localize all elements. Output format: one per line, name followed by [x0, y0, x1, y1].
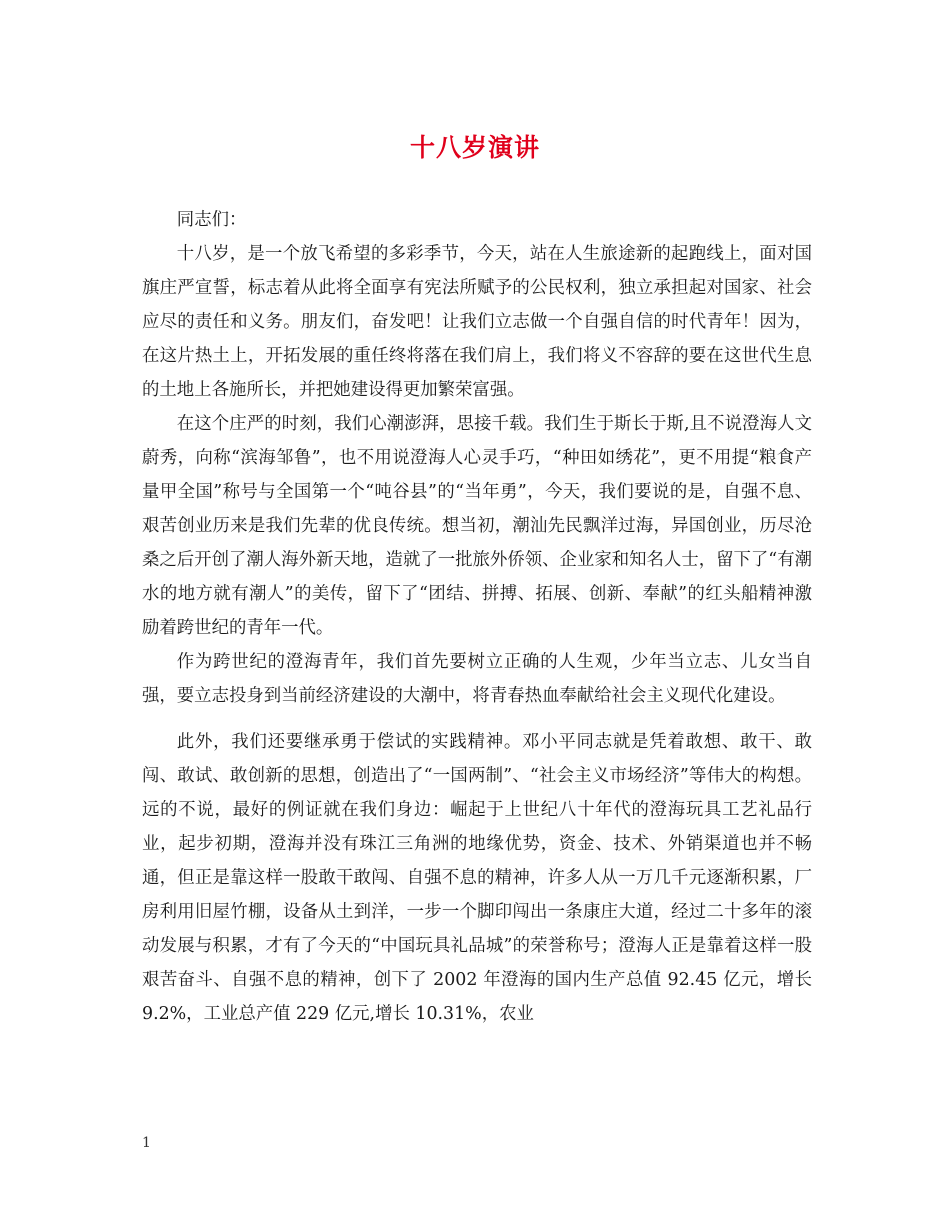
- body-paragraph: 在这个庄严的时刻，我们心潮澎湃，思接千载。我们生于斯长于斯,且不说澄海人文蔚秀，向称“滨海邹鲁”，也不用说澄海人心灵手巧，“种田如绣花”，更不用提“粮食产量甲全国”称号与全国第一个“吨谷县”的“当年勇”，今天，我们要说的是，自强不息、艰苦创业历来是我们先辈的优良传统。想当初，潮汕先民飘洋过海，异国创业，历尽沧桑之后开创了潮人海外新天地，造就了一批旅外侨领、企业家和知名人士，留下了“有潮水的地方就有潮人”的美传，留下了“团结、拼搏、拓展、创新、奉献”的红头船精神激励着跨世纪的青年一代。: [142, 414, 812, 638]
- body-paragraph: 此外，我们还要继承勇于偿试的实践精神。邓小平同志就是凭着敢想、敢干、敢闯、敢试、敢创新的思想，创造出了“一国两制”、“社会主义市场经济”等伟大的构想。远的不说，最好的例证就在我们身边：崛起于上世纪八十年代的澄海玩具工艺礼品行业，起步初期，澄海并没有珠江三角洲的地缘优势，资金、技术、外销渠道也并不畅通，但正是靠这样一股敢干敢闯、自强不息的精神，许多人从一万几千元逐渐积累，厂房利用旧屋竹棚，设备从土到洋，一步一个脚印闯出一条康庄大道，经过二十多年的滚动发展与积累，才有了今天的“中国玩具礼品城”的荣誉称号；澄海人正是靠着这样一股艰苦奋斗、自强不息的精神，创下了 2002 年澄海的国内生产总值 92.45 亿元，增长 9.2%，工业总产值 229 亿元,增长 10.31%，农业: [142, 732, 812, 1024]
- document-body: [142, 203, 812, 1031]
- body-paragraph: 十八岁，是一个放飞希望的多彩季节，今天，站在人生旅途新的起跑线上，面对国旗庄严宣誓，标志着从此将全面享有宪法所赋予的公民权利，独立承担起对国家、社会应尽的责任和义务。朋友们，奋发吧！让我们立志做一个自强自信的时代青年！因为，在这片热土上，开拓发展的重任终将落在我们肩上，我们将义不容辞的要在这世代生息的土地上各施所长，并把她建设得更加繁荣富强。: [142, 244, 812, 400]
- body-paragraph: 作为跨世纪的澄海青年，我们首先要树立正确的人生观，少年当立志、儿女当自强，要立志投身到当前经济建设的大潮中，将青春热血奉献给社会主义现代化建设。: [142, 652, 812, 706]
- salutation-paragraph: 同志们：: [176, 210, 247, 230]
- page-number: 1: [142, 1135, 151, 1151]
- document-title: 十八岁演讲: [409, 133, 540, 162]
